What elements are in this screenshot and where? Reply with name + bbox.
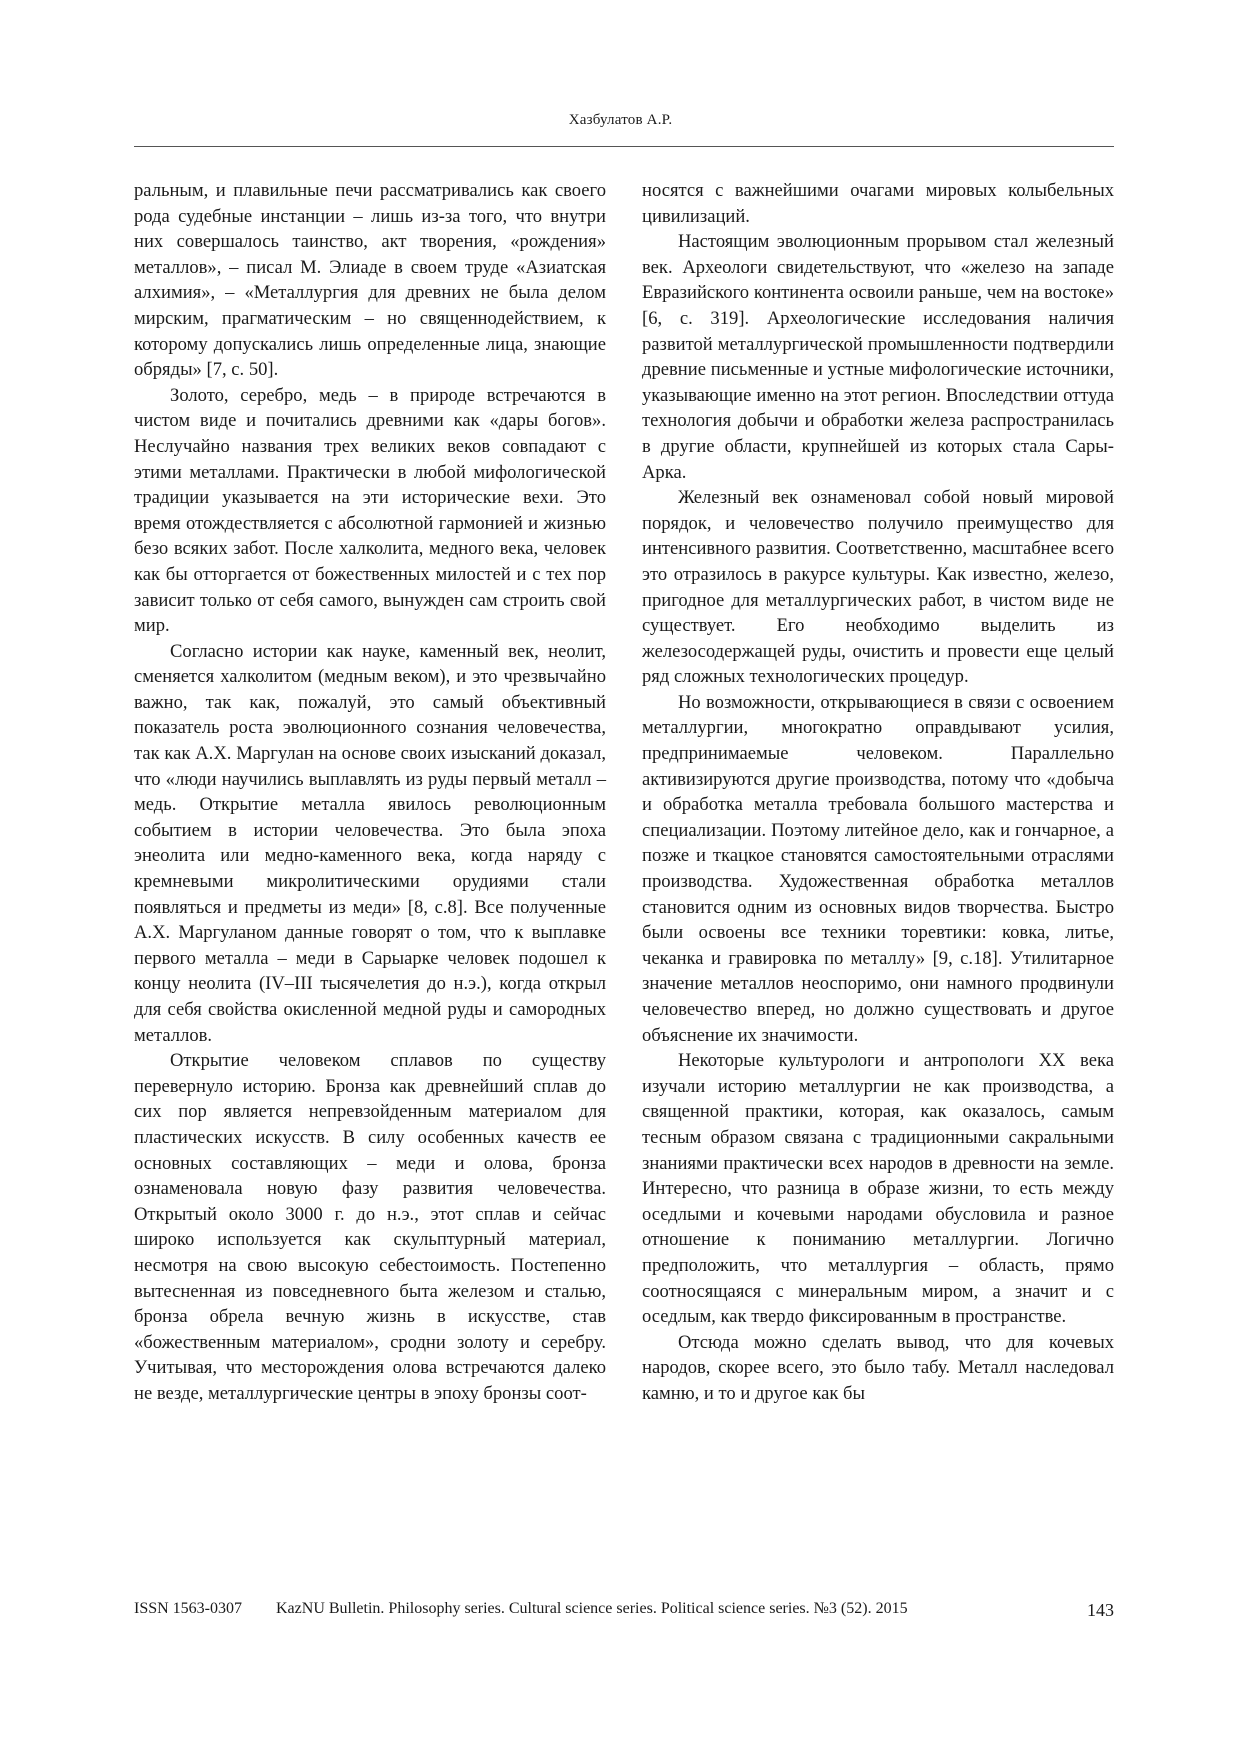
- right-column: [642, 178, 1114, 1407]
- header-rule: [134, 146, 1114, 147]
- paragraph: ральным, и плавильные печи рассматривались как своего рода судебные инстанции – лишь из-за того, что внутри них совершалось таинство, акт творения, «рождения» металлов», – писал М. Элиаде в своем труде «Азиатская алхимия», – «Металлургия для древних не была делом мирским, прагматическим – но священнодействием, к которому допускались лишь определенные лица, знающие обряды» [7, с. 50].: [134, 180, 606, 381]
- paragraph: Золото, серебро, медь – в природе встречаются в чистом виде и почитались древними как «дары богов». Неслучайно названия трех великих веков совпадают с этими металлами. Практически в любой мифологической традиции указывается на эти исторические вехи. Это время отождествляется с абсолютной гармонией и жизнью безо всяких забот. После халколита, медного века, человек как бы отторгается от божественных милостей и с тех пор зависит только от себя самого, вынужден сам строить свой мир.: [134, 384, 606, 637]
- paragraph: Отсюда можно сделать вывод, что для кочевых народов, скорее всего, это было табу. Металл наследовал камню, и то и другое как бы: [642, 1331, 1114, 1404]
- running-head: Хазбулатов А.Р.: [568, 112, 673, 128]
- footer-issn: ISSN 1563-0307: [134, 1600, 243, 1617]
- page-number: 143: [1087, 1600, 1114, 1620]
- paragraph: Настоящим эволюционным прорывом стал железный век. Археологи свидетельствуют, что «железо на западе Евразийского континента освоили раньше, чем на востоке» [6, с. 319]. Археологические исследования наличия развитой металлургической промышленности подтвердили древние письменные и устные мифологические источники, указывающие именно на этот регион. Впоследствии оттуда технология добычи и обработки железа распространилась в другие области, крупнейшей из которых стала Сары-Арка.: [642, 231, 1114, 483]
- paragraph: носятся с важнейшими очагами мировых колыбельных цивилизаций.: [642, 180, 1114, 227]
- left-column: [134, 178, 606, 1407]
- paragraph: Но возможности, открывающиеся в связи с освоением металлургии, многократно оправдывают усилия, предпринимаемые человеком. Параллельно активизируются другие производства, потому что «добыча и обработка металла требовала большого мастерства и специализации. Поэтому литейное дело, как и гончарное, а позже и ткацкое становятся самостоятельными отраслями производства. Художественная обработка металлов становится одним из основных видов творчества. Быстро были освоены все техники торевтики: ковка, литье, чеканка и гравировка по металлу» [9, с.18]. Утилитарное значение металлов неоспоримо, они намного продвинули человечество вперед, но должно существовать и другое объяснение их значимости.: [642, 691, 1114, 1046]
- paragraph: Железный век ознаменовал собой новый мировой порядок, и человечество получило преимущество для интенсивного развития. Соответственно, масштабнее всего это отразилось в ракурсе культуры. Как известно, железо, пригодное для металлургических работ, в чистом виде не существует. Его необходимо выделить из железосодержащей руды, очистить и провести еще целый ряд сложных технологических процедур.: [642, 487, 1114, 688]
- paragraph: Открытие человеком сплавов по существу перевернуло историю. Бронза как древнейший сплав до сих пор является непревзойденным материалом для пластических искусств. В силу особенных качеств ее основных составляющих – меди и олова, бронза ознаменовала новую фазу развития человечества. Открытый около 3000 г. до н.э., этот сплав и сейчас широко используется как скульптурный материал, несмотря на свою высокую себестоимость. Постепенно вытесненная из повседневного быта железом и сталью, бронза обрела вечную жизнь в искусстве, став «божественным материалом», сродни золоту и серебру. Учитывая, что месторождения олова встречаются далеко не везде, металлургические центры в эпоху бронзы соот-: [134, 1050, 606, 1404]
- footer-journal: KazNU Bulletin. Philosophy series. Cultural science series. Political science series. №3 (52). 2015: [276, 1600, 908, 1617]
- paragraph: Некоторые культурологи и антропологи XX века изучали историю металлургии не как производства, а священной практики, которая, как оказалось, самым тесным образом связана с традиционными сакральными знаниями практически всех народов в древности на земле. Интересно, что разница в образе жизни, то есть между оседлыми и кочевыми народами обусловила и разное отношение к пониманию металлургии. Логично предположить, что металлургия – область, прямо соотносящаяся с минеральным миром, а значит и с оседлым, как твердо фиксированным в пространстве.: [642, 1050, 1114, 1328]
- paragraph: Согласно истории как науке, каменный век, неолит, сменяется халколитом (медным веком), и это чрезвычайно важно, так как, пожалуй, это самый объективный показатель роста эволюционного сознания человечества, так как А.Х. Маргулан на основе своих изысканий доказал, что «люди научились выплавлять из руды первый металл – медь. Открытие металла явилось революционным событием в истории человечества. Это была эпоха энеолита или медно-каменного века, когда наряду с кремневыми микролитическими орудиями стали появляться и предметы из меди» [8, с.8]. Все полученные А.Х. Маргуланом данные говорят о том, что к выплавке первого металла – меди в Сарыарке человек подошел к концу неолита (IV–III тысячелетия до н.э.), когда открыл для себя свойства окисленной медной руды и самородных металлов.: [134, 640, 606, 1046]
